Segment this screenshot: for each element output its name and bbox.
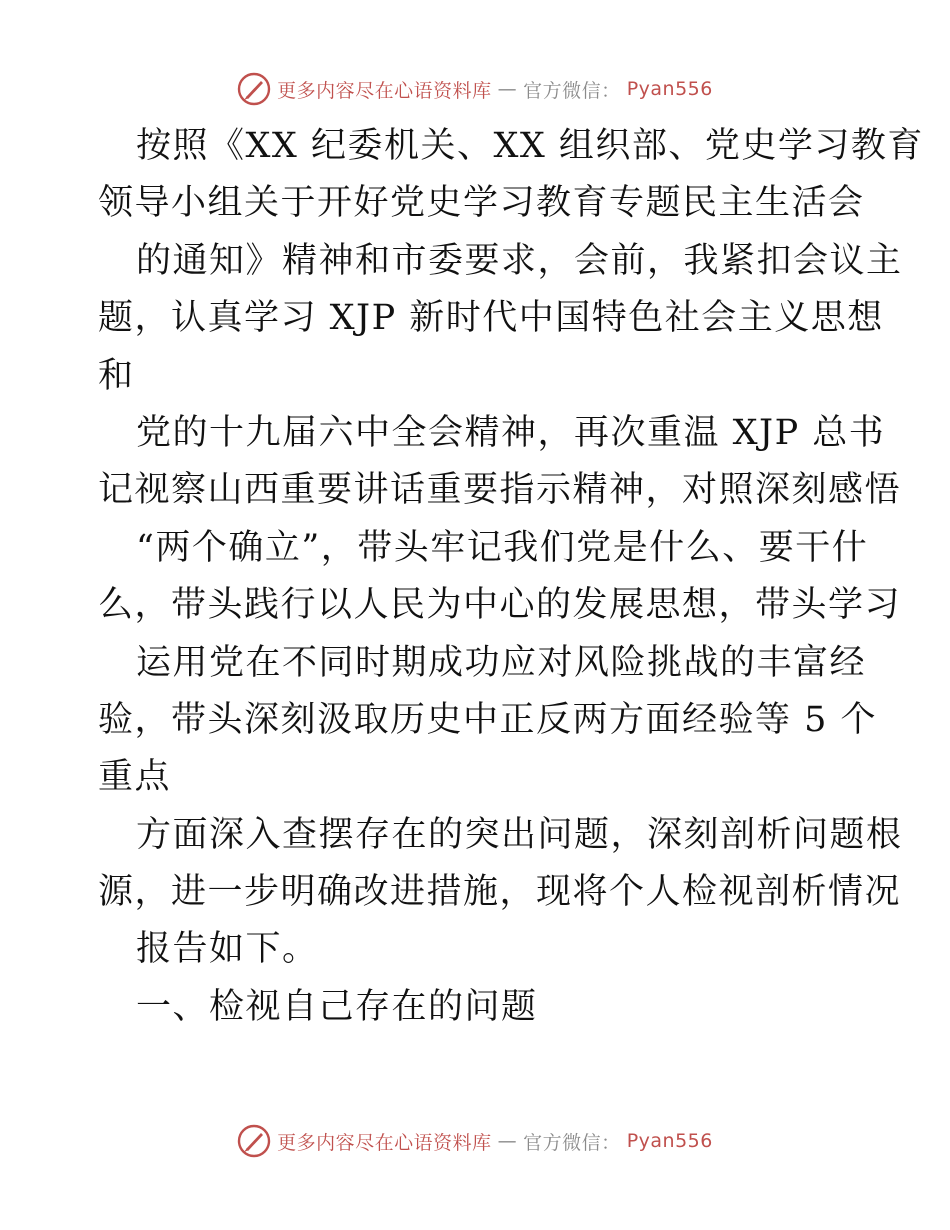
text-line: 记视察山西重要讲话重要指示精神，对照深刻感悟 [98,470,902,511]
text-line: 运用党在不同时期成功应对风险挑战的丰富经 [136,642,867,683]
text-line: 领导小组关于开好党史学习教育专题民主生活会 [98,183,865,224]
watermark-dash: — [497,78,518,100]
text-line: 重点 [98,757,172,798]
text-line: 按照《XX 纪委机关、XX 组织部、党史学习教育 [136,126,924,166]
text-line: 源，进一步明确改进措施，现将个人检视剖析情况 [98,872,902,913]
quill-logo-icon [237,1124,271,1158]
watermark-wechat-id: Pyan556 [626,1130,713,1152]
text-line: “两个确立”，带头牢记我们党是什么、要干什 [136,527,869,568]
text-line: 党的十九届六中全会精神，再次重温 XJP 总书 [136,412,886,453]
watermark-footer [0,1124,950,1158]
text-line: 方面深入查摆存在的突出问题，深刻剖析问题根 [136,814,903,855]
watermark-header [0,72,950,106]
text-line: 的通知》精神和市委要求，会前，我紧扣会议主 [136,240,903,281]
section-heading: 一、检视自己存在的问题 [136,986,538,1027]
text-line: 和 [98,355,135,396]
text-line: 报告如下。 [136,929,319,970]
document-body [98,118,924,1036]
watermark-wechat-label: 官方微信： [523,1131,621,1154]
watermark-dash: — [497,1130,518,1152]
text-line: 么，带头践行以人民为中心的发展思想，带头学习 [98,585,902,626]
text-line: 验，带头深刻汲取历史中正反两方面经验等 5 个 [98,699,878,740]
watermark-text: 更多内容尽在心语资料库 [277,1131,492,1154]
text-line: 题，认真学习 XJP 新时代中国特色社会主义思想 [98,298,884,339]
quill-logo-icon [237,72,271,106]
watermark-text: 更多内容尽在心语资料库 [277,79,492,102]
watermark-wechat-id: Pyan556 [626,78,713,100]
watermark-wechat-label: 官方微信： [523,79,621,102]
